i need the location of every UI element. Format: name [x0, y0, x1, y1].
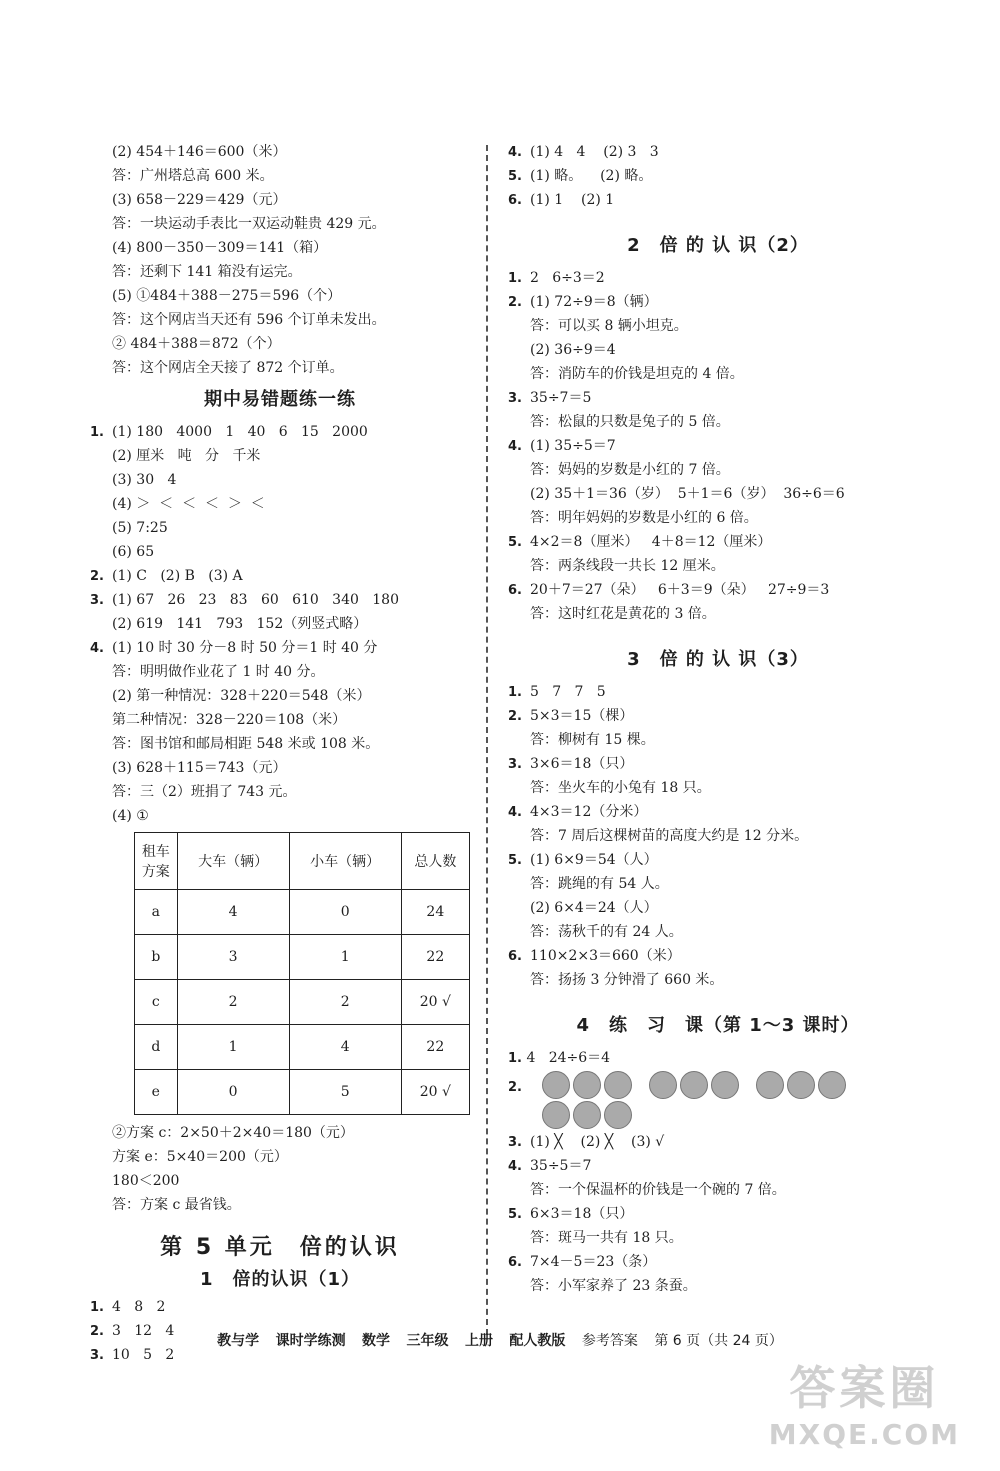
table-header: 大车（辆） — [177, 833, 289, 890]
table-row — [135, 980, 470, 1025]
column-divider — [486, 145, 488, 1335]
answer-text: (1) ╳ (2) ╳ (3) √ — [530, 1134, 665, 1150]
answer-text: 答：扬扬 3 分钟滑了 660 米。 — [530, 972, 724, 988]
left-column — [90, 140, 470, 1367]
watermark-sub: MXQE.COM — [768, 1418, 960, 1451]
answer-line — [90, 1145, 470, 1169]
answer-text: 答：这时红花是黄花的 3 倍。 — [530, 606, 716, 622]
lesson3-answers — [508, 680, 928, 992]
answer-line — [508, 140, 928, 164]
answer-text: 180＜200 — [112, 1173, 180, 1189]
answer-line — [508, 1178, 928, 1202]
question-number: 4. — [508, 1159, 522, 1174]
circle-icon — [573, 1101, 601, 1129]
answer-text: (1) 180 4000 1 40 6 15 2000 — [112, 424, 368, 440]
answer-line — [508, 824, 928, 848]
answer-text: (4) ＞ ＜ ＜ ＜ ＞ ＜ — [112, 496, 265, 512]
question-number: 2. — [508, 709, 522, 724]
answer-text: (6) 65 — [112, 544, 155, 560]
answer-text: (1) 1 (2) 1 — [530, 192, 615, 208]
answer-text: 答：明年妈妈的岁数是小红的 6 倍。 — [530, 510, 758, 526]
answer-line — [90, 260, 470, 284]
question-number: 5. — [508, 853, 522, 868]
table-row — [135, 1025, 470, 1070]
answer-text: 110×2×3＝660（米） — [530, 948, 681, 964]
answer-text: 第二种情况：328－220＝108（米） — [112, 712, 347, 728]
answer-line — [508, 1274, 928, 1298]
answer-line — [508, 290, 928, 314]
answer-line — [508, 1250, 928, 1274]
table-cell: 5 — [289, 1070, 401, 1115]
answer-text: 10 5 2 — [112, 1347, 175, 1363]
answer-line — [90, 420, 470, 444]
circle-row-1 — [542, 1070, 849, 1100]
answer-text: (1) 35÷5＝7 — [530, 438, 616, 454]
answer-text: 答：斑马一共有 18 只。 — [530, 1230, 683, 1246]
lesson4-circles: 2. — [508, 1070, 928, 1130]
answer-text: (2) 619 141 793 152（列竖式略） — [112, 616, 368, 632]
answer-line — [90, 684, 470, 708]
answer-line — [508, 1202, 928, 1226]
answer-text: (2) 6×4＝24（人） — [530, 900, 658, 916]
answer-text: 答：广州塔总高 600 米。 — [112, 168, 274, 184]
watermark-main: 答案圈 — [789, 1361, 940, 1415]
circle-row-2 — [542, 1100, 849, 1130]
answer-text: 答：一个保温杯的价钱是一个碗的 7 倍。 — [530, 1182, 786, 1198]
answer-line — [508, 362, 928, 386]
footer-edition: 配人教版 — [509, 1333, 566, 1349]
answer-line — [508, 968, 928, 992]
right-column — [508, 140, 928, 1298]
answer-line — [90, 708, 470, 732]
question-number: 6. — [508, 949, 522, 964]
circle-icon — [787, 1071, 815, 1099]
answer-line — [508, 506, 928, 530]
table-cell: a — [135, 890, 178, 935]
answer-text: (3) 658－229＝429（元） — [112, 192, 287, 208]
answer-text: 答：小军家养了 23 条蚕。 — [530, 1278, 697, 1294]
table-header: 小车（辆） — [289, 833, 401, 890]
circle-icon — [711, 1071, 739, 1099]
answer-text: 3×6＝18（只） — [530, 756, 634, 772]
answer-text: (1) C (2) B (3) A — [112, 568, 243, 584]
table-row — [135, 935, 470, 980]
answer-text: (2) 36÷9＝4 — [530, 342, 616, 358]
answer-line — [508, 1130, 928, 1154]
answer-line — [508, 482, 928, 506]
answer-text: 方案 e：5×40＝200（元） — [112, 1149, 288, 1165]
lesson4-title: 4 练 习 课（第 1～3 课时） — [576, 1015, 860, 1036]
answer-text: 4×2＝8（厘米） 4＋8＝12（厘米） — [530, 534, 772, 550]
lesson4-line-1: 1. 4 24÷6＝4 — [508, 1050, 611, 1066]
answer-text: (2) 35＋1＝36（岁） 5＋1＝6（岁） 36÷6＝6 — [530, 486, 845, 502]
question-number: 3. — [90, 593, 104, 608]
answer-text: (5) 7:25 — [112, 520, 168, 536]
question-number: 5. — [508, 535, 522, 550]
question-number: 5. — [508, 1207, 522, 1222]
answer-line — [90, 1169, 470, 1193]
answer-line — [508, 944, 928, 968]
answer-text: 答：7 周后这棵树苗的高度大约是 12 分米。 — [530, 828, 809, 844]
answer-text: 答：明明做作业花了 1 时 40 分。 — [112, 664, 325, 680]
answer-text: 答：可以买 8 辆小坦克。 — [530, 318, 688, 334]
question-number: 3. — [508, 391, 522, 406]
answer-text: 答：松鼠的只数是兔子的 5 倍。 — [530, 414, 730, 430]
circle-icon — [573, 1071, 601, 1099]
table-cell: e — [135, 1070, 178, 1115]
answer-text: 35÷7＝5 — [530, 390, 592, 406]
answer-line — [90, 332, 470, 356]
question-number: 1. — [90, 425, 104, 440]
answer-line — [508, 704, 928, 728]
watermark — [769, 1352, 960, 1451]
answer-line — [90, 636, 470, 660]
table-cell: c — [135, 980, 178, 1025]
right-top-answers — [508, 140, 928, 212]
table-cell: 20 √ — [401, 1070, 469, 1115]
answer-text: 答：两条线段一共长 12 厘米。 — [530, 558, 725, 574]
footer-grade: 三年级 — [406, 1333, 449, 1349]
page-footer — [0, 1330, 1000, 1350]
lesson4-answers — [508, 1130, 928, 1298]
question-number: 4. — [90, 641, 104, 656]
question-number: 1. — [508, 271, 522, 286]
footer-subject: 数学 — [362, 1333, 391, 1349]
footer-series: 课时学练测 — [275, 1333, 346, 1349]
answer-line — [90, 140, 470, 164]
answer-text: 5 7 7 5 — [530, 684, 606, 700]
footer-section: 参考答案 — [581, 1333, 638, 1349]
answer-text: (3) 30 4 — [112, 472, 177, 488]
answer-text: 答：这个网店当天还有 596 个订单未发出。 — [112, 312, 386, 328]
question-number: 4. — [508, 805, 522, 820]
answer-text: (1) 略。 (2) 略。 — [530, 168, 653, 184]
question-number: 6. — [508, 1255, 522, 1270]
answer-line — [90, 308, 470, 332]
answer-line — [508, 338, 928, 362]
answer-line — [508, 314, 928, 338]
answer-line — [90, 540, 470, 564]
answer-line — [508, 164, 928, 188]
answer-line — [508, 896, 928, 920]
footer-volume: 上册 — [464, 1333, 493, 1349]
answer-text: (3) 628＋115＝743（元） — [112, 760, 287, 776]
answer-text: 4 8 2 — [112, 1299, 166, 1315]
answer-line — [508, 434, 928, 458]
answer-text: (5) ①484＋388－275＝596（个） — [112, 288, 342, 304]
answer-text: (2) 第一种情况：328＋220＝548（米） — [112, 688, 371, 704]
lesson1-title: 1 倍的认识（1） — [199, 1269, 361, 1290]
answer-text: 6×3＝18（只） — [530, 1206, 634, 1222]
answer-line — [508, 1226, 928, 1250]
question-number: 3. — [90, 1348, 104, 1363]
table-cell: 0 — [289, 890, 401, 935]
answer-text: 答：这个网店全天接了 872 个订单。 — [112, 360, 344, 376]
table-cell: 1 — [289, 935, 401, 980]
table-cell: 2 — [177, 980, 289, 1025]
lesson2-answers — [508, 266, 928, 626]
answer-text: (4) ① — [112, 808, 149, 824]
table-cell: 0 — [177, 1070, 289, 1115]
answer-line — [508, 578, 928, 602]
answer-line — [90, 804, 470, 828]
circle-icon — [604, 1101, 632, 1129]
question-number: 6. — [508, 583, 522, 598]
answer-line — [90, 588, 470, 612]
rental-plan-table — [134, 832, 470, 1115]
answer-line — [508, 800, 928, 824]
answer-text: 5×3＝15（棵） — [530, 708, 634, 724]
circle-icon — [649, 1071, 677, 1099]
answer-line — [90, 188, 470, 212]
table-cell: 20 √ — [401, 980, 469, 1025]
question-number: 4. — [508, 439, 522, 454]
answer-line — [508, 1154, 928, 1178]
answer-text: 4×3＝12（分米） — [530, 804, 648, 820]
table-header: 租车方案 — [135, 833, 178, 890]
lesson3-title: 3 倍 的 认 识（3） — [627, 649, 809, 670]
answer-line — [508, 266, 928, 290]
table-cell: d — [135, 1025, 178, 1070]
answer-text: (1) 67 26 23 83 60 610 340 180 — [112, 592, 399, 608]
answer-text: 答：消防车的价钱是坦克的 4 倍。 — [530, 366, 744, 382]
answer-line — [508, 776, 928, 800]
answer-line — [90, 236, 470, 260]
answer-text: (1) 4 4 (2) 3 3 — [530, 144, 659, 160]
answer-text: 答：跳绳的有 54 人。 — [530, 876, 669, 892]
answer-line — [90, 660, 470, 684]
answer-text: 20＋7＝27（朵） 6＋3＝9（朵） 27÷9＝3 — [530, 582, 830, 598]
circle-icon — [680, 1071, 708, 1099]
answer-line — [508, 188, 928, 212]
footer-page: 第 6 页（共 24 页） — [654, 1333, 783, 1349]
answer-text: 答：一块运动手表比一双运动鞋贵 429 元。 — [112, 216, 386, 232]
answer-line — [90, 444, 470, 468]
answer-text: (2) 厘米 吨 分 千米 — [112, 448, 261, 464]
answer-text: (2) 454＋146＝600（米） — [112, 144, 287, 160]
circle-icon — [542, 1101, 570, 1129]
answer-text: (1) 6×9＝54（人） — [530, 852, 658, 868]
circle-icon — [542, 1071, 570, 1099]
question-number: 6. — [508, 193, 522, 208]
table-cell: 4 — [289, 1025, 401, 1070]
answer-line — [90, 468, 470, 492]
question-number: 1. — [90, 1300, 104, 1315]
question-number: 2. — [508, 295, 522, 310]
answer-text: ②方案 c：2×50＋2×40＝180（元） — [112, 1125, 354, 1141]
answer-text: ② 484＋388＝872（个） — [112, 336, 281, 352]
answer-line — [508, 458, 928, 482]
answer-line — [508, 386, 928, 410]
circle-icon — [604, 1071, 632, 1099]
answer-line — [90, 756, 470, 780]
answer-line — [90, 492, 470, 516]
answer-text: 答：图书馆和邮局相距 548 米或 108 米。 — [112, 736, 380, 752]
answer-text: 答：方案 c 最省钱。 — [112, 1197, 241, 1213]
answer-line — [508, 602, 928, 626]
answer-line — [508, 848, 928, 872]
table-row — [135, 890, 470, 935]
answer-line — [508, 752, 928, 776]
answer-line — [90, 212, 470, 236]
answer-line — [90, 1121, 470, 1145]
answer-text: (1) 72÷9＝8（辆） — [530, 294, 658, 310]
answer-line — [508, 872, 928, 896]
answer-line — [90, 732, 470, 756]
table-cell: 1 — [177, 1025, 289, 1070]
answer-text: (4) 800－350－309＝141（箱） — [112, 240, 328, 256]
answer-text: 答：柳树有 15 棵。 — [530, 732, 655, 748]
answer-text: 35÷5＝7 — [530, 1158, 592, 1174]
table-cell: 22 — [401, 935, 469, 980]
midterm-title: 期中易错题练一练 — [204, 389, 356, 410]
answer-text: (1) 10 时 30 分－8 时 50 分＝1 时 40 分 — [112, 640, 378, 656]
table-header: 总人数 — [401, 833, 469, 890]
answer-line — [90, 1295, 470, 1319]
question-number: 1. — [508, 685, 522, 700]
question-number: 2. — [90, 1324, 104, 1339]
question-number: 3. — [508, 757, 522, 772]
lesson2-title: 2 倍 的 认 识（2） — [627, 235, 809, 256]
answer-line — [90, 356, 470, 380]
answer-text: 答：妈妈的岁数是小红的 7 倍。 — [530, 462, 730, 478]
answer-text: 3 12 4 — [112, 1323, 175, 1339]
answer-line — [508, 920, 928, 944]
answer-line — [508, 530, 928, 554]
table-cell: 22 — [401, 1025, 469, 1070]
answer-line — [90, 284, 470, 308]
table-cell: 2 — [289, 980, 401, 1025]
question-number: 2. — [90, 569, 104, 584]
answer-line — [90, 780, 470, 804]
answer-line — [90, 612, 470, 636]
answer-text: 答：三（2）班捐了 743 元。 — [112, 784, 297, 800]
left-top-answers — [90, 140, 470, 380]
midterm-answers — [90, 420, 470, 828]
answer-line — [90, 516, 470, 540]
unit-title: 第 5 单元 倍的认识 — [160, 1235, 400, 1260]
answer-text: 2 6÷3＝2 — [530, 270, 605, 286]
answer-text: 答：荡秋千的有 24 人。 — [530, 924, 683, 940]
circle-icon — [818, 1071, 846, 1099]
answer-line — [90, 1193, 470, 1217]
table-cell: b — [135, 935, 178, 980]
answer-text: 答：坐火车的小兔有 18 只。 — [530, 780, 711, 796]
question-number: 3. — [508, 1135, 522, 1150]
table-cell: 4 — [177, 890, 289, 935]
question-number: 5. — [508, 169, 522, 184]
answer-text: 7×4－5＝23（条） — [530, 1254, 657, 1270]
answer-line — [508, 728, 928, 752]
table-cell: 24 — [401, 890, 469, 935]
answer-line — [90, 564, 470, 588]
circle-icon — [756, 1071, 784, 1099]
answer-line — [508, 410, 928, 434]
table-row — [135, 1070, 470, 1115]
answer-line — [508, 680, 928, 704]
table-cell: 3 — [177, 935, 289, 980]
footer-brand: 教与学 — [217, 1333, 260, 1349]
rental-answers — [90, 1121, 470, 1217]
question-number: 4. — [508, 145, 522, 160]
answer-text: 答：还剩下 141 箱没有运完。 — [112, 264, 302, 280]
answer-line — [508, 554, 928, 578]
answer-line — [90, 164, 470, 188]
